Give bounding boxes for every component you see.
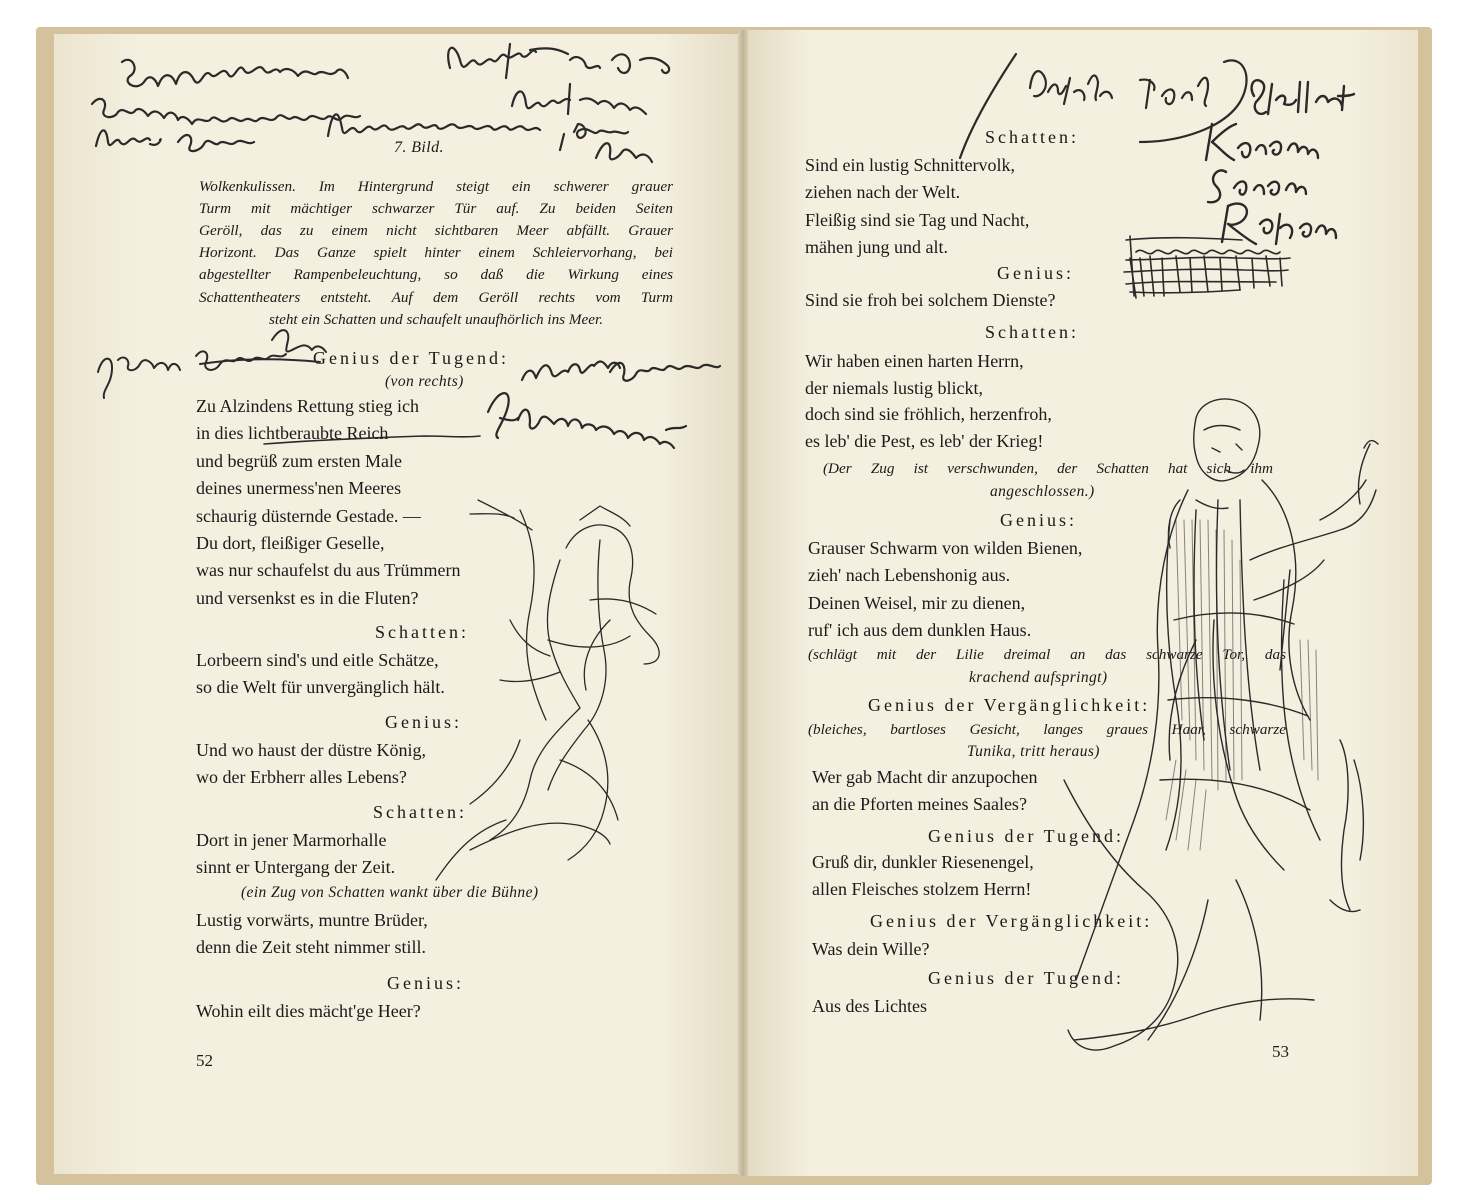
verse-line: Sind sie froh bei solchem Dienste?: [805, 290, 1056, 310]
verse-line: Du dort, fleißiger Geselle,: [196, 533, 385, 553]
page-number: 53: [1272, 1042, 1289, 1061]
speaker-label: Genius:: [1000, 510, 1077, 530]
stage-direction-line: Geröll, das zu einem nicht sichtbaren Meer abfällt. Grauer: [199, 222, 673, 239]
speaker-label: Genius:: [385, 712, 462, 732]
verse-line: zieh' nach Lebenshonig aus.: [808, 565, 1011, 585]
stage-direction-line: abgestellter Rampenbeleuchtung, so daß die Wirkung eines: [199, 266, 673, 283]
verse-line: sinnt er Untergang der Zeit.: [196, 857, 396, 877]
speaker-label: Schatten:: [985, 322, 1079, 342]
speaker-label: Genius der Tugend:: [313, 348, 510, 368]
verse-line: Lustig vorwärts, muntre Brüder,: [196, 910, 428, 930]
stage-direction: (bleiches, bartloses Gesicht, langes graues Haar, schwarze: [808, 721, 1286, 738]
verse-line: ruf' ich aus dem dunklen Haus.: [808, 620, 1032, 640]
stage-direction: Tunika, tritt heraus): [967, 743, 1100, 760]
stage-direction: (schlägt mit der Lilie dreimal an das schwarze Tor, das: [808, 646, 1286, 663]
speaker-label: Genius:: [387, 973, 464, 993]
verse-line: an die Pforten meines Saales?: [812, 794, 1027, 814]
speaker-label: Schatten:: [375, 622, 469, 642]
speaker-label: Schatten:: [985, 127, 1079, 147]
verse-line: Deinen Weisel, mir zu dienen,: [808, 593, 1026, 613]
book-gutter: [738, 30, 748, 1176]
scene-title: 7. Bild.: [394, 139, 444, 156]
stage-direction-line: Wolkenkulissen. Im Hintergrund steigt ein schwerer grauer: [199, 178, 673, 195]
verse-line: wo der Erbherr alles Lebens?: [196, 767, 407, 787]
verse-line: deines unermess'nen Meeres: [196, 478, 402, 498]
verse-line: und begrüß zum ersten Male: [196, 451, 402, 471]
verse-line: Fleißig sind sie Tag und Nacht,: [805, 210, 1030, 230]
verse-line: Wir haben einen harten Herrn,: [805, 351, 1024, 371]
speaker-label: Genius der Vergänglichkeit:: [870, 911, 1153, 931]
verse-line: Aus des Lichtes: [812, 996, 927, 1016]
verse-line: Wohin eilt dies mächt'ge Heer?: [196, 1001, 421, 1021]
speaker-label: Schatten:: [373, 802, 467, 822]
verse-line: schaurig düsternde Gestade. —: [196, 506, 421, 526]
stage-direction: (von rechts): [385, 373, 464, 390]
stage-direction-line: Turm mit mächtiger schwarzer Tür auf. Zu beiden Seiten: [199, 200, 673, 217]
speaker-label: Genius der Tugend:: [928, 968, 1125, 988]
verse-line: Gruß dir, dunkler Riesenengel,: [812, 852, 1034, 872]
speaker-label: Genius der Tugend:: [928, 826, 1125, 846]
verse-line: Und wo haust der düstre König,: [196, 740, 426, 760]
stage-direction: (ein Zug von Schatten wankt über die Bühne): [241, 884, 539, 901]
verse-line: Sind ein lustig Schnittervolk,: [805, 155, 1015, 175]
stage-direction-line: steht ein Schatten und schaufelt unaufhörlich ins Meer.: [268, 311, 604, 328]
speaker-label: Genius der Vergänglichkeit:: [868, 695, 1151, 715]
speaker-label: Genius:: [997, 263, 1074, 283]
verse-line: der niemals lustig blickt,: [805, 378, 983, 398]
stage-direction: krachend aufspringt): [969, 669, 1108, 686]
page-number: 52: [196, 1051, 213, 1070]
stage-direction: angeschlossen.): [990, 483, 1095, 500]
verse-line: doch sind sie fröhlich, herzenfroh,: [805, 404, 1052, 424]
verse-line: so die Welt für unvergänglich hält.: [196, 677, 445, 697]
verse-line: in dies lichtberaubte Reich: [196, 423, 389, 443]
verse-line: ziehen nach der Welt.: [805, 182, 961, 202]
verse-line: was nur schaufelst du aus Trümmern: [196, 560, 461, 580]
verse-line: Dort in jener Marmorhalle: [196, 830, 387, 850]
verse-line: und versenkst es in die Fluten?: [196, 588, 419, 608]
verse-line: Was dein Wille?: [812, 939, 930, 959]
verse-line: allen Fleisches stolzem Herrn!: [812, 879, 1032, 899]
verse-line: denn die Zeit steht nimmer still.: [196, 937, 426, 957]
verse-line: mähen jung und alt.: [805, 237, 948, 257]
verse-line: Lorbeern sind's und eitle Schätze,: [196, 650, 439, 670]
verse-line: Wer gab Macht dir anzupochen: [812, 767, 1038, 787]
verse-line: Grauser Schwarm von wilden Bienen,: [808, 538, 1083, 558]
stage-direction: (Der Zug ist verschwunden, der Schatten hat sich ihm: [823, 460, 1273, 477]
stage-direction-line: Schattentheaters entsteht. Auf dem Geröll rechts vom Turm: [199, 289, 673, 306]
stage-direction-line: Horizont. Das Ganze spielt hinter einem Schleiervorhang, bei: [199, 244, 673, 261]
verse-line: Zu Alzindens Rettung stieg ich: [196, 396, 419, 416]
verse-line: es leb' die Pest, es leb' der Krieg!: [805, 431, 1044, 451]
